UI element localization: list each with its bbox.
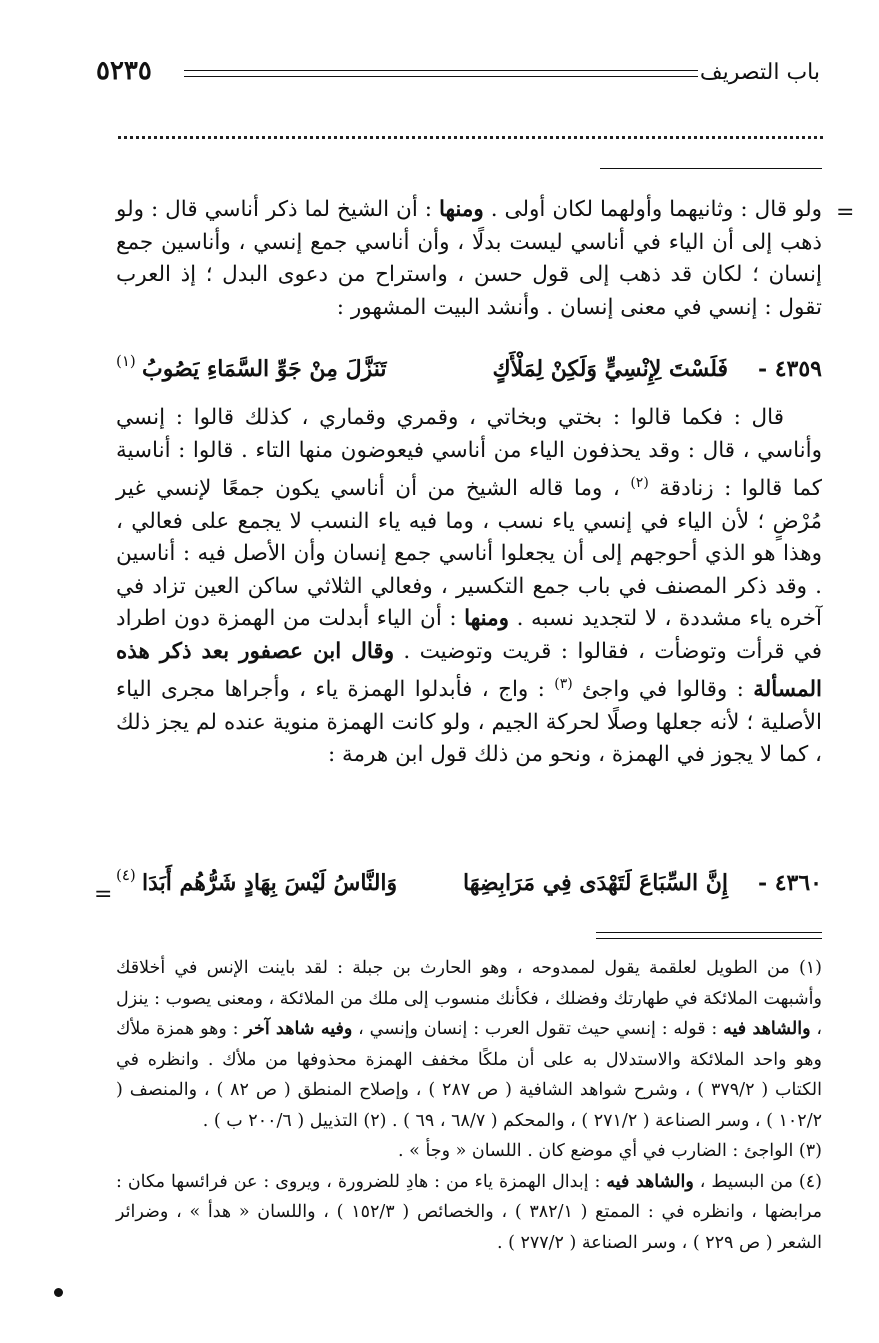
verse-hemistich-1: إِنَّ السِّبَاعَ لَتَهْدَى فِي مَرَابِضِهَا [463, 870, 728, 896]
text-run: (٤) من البسيط ، [693, 1171, 822, 1192]
text-run: : وقالوا في واجئ [572, 677, 754, 703]
running-header [96, 56, 820, 96]
dotted-separator [118, 130, 823, 142]
header-rule [184, 76, 698, 77]
text-run: قال : فكما قالوا : بختي وبخاتي ، وقمري وقماري ، كذلك قالوا : إنسي وأناسي ، قال : وقد يحذفون الياء من أناسي فيعوضون منها التاء . قالوا : أناسية كما قالوا : زنادقة [116, 405, 822, 502]
chapter-title: باب التصريف [699, 60, 820, 85]
verse-number: ٤٣٥٩ - [757, 356, 822, 382]
continuation-mark: = [836, 200, 855, 225]
verse-4359 [116, 352, 822, 396]
footnote-ref: (١) [116, 352, 136, 370]
footnote-ref: (٤) [116, 866, 136, 884]
text-run: : قوله : إنسي حيث تقول العرب : إنسان وإنسي ، [352, 1019, 724, 1039]
bold-keyword: والشاهد فيه [606, 1171, 694, 1192]
continuation-mark: = [94, 882, 113, 907]
text-run: ولو قال : وثانيهما وأولهما لكان أولى . [483, 197, 823, 222]
footnote-1 [116, 953, 822, 1136]
print-dot [54, 1288, 63, 1297]
footnote-4 [116, 1167, 822, 1259]
section-rule [600, 168, 822, 169]
verse-number: ٤٣٦٠ - [757, 870, 822, 896]
bold-keyword: وفيه شاهد آخر [244, 1019, 353, 1039]
footnote-rule [596, 932, 822, 933]
text-run: : أن الشيخ لما ذكر أناسي قال : ولو ذهب إلى أن الياء في أناسي ليست بدلًا ، وأن أناسي جمع إنسي ، وأناسين جمع إنسان ؛ لكان قد ذهب إلى قول حسن ، واستراح من دعوى البدل ؛ إذ العرب تقول : إنسي في معنى إنسان . وأنشد البيت المشهور : [116, 197, 822, 320]
text-run: (١) من الطويل لعلقمة يقول لممدوحه ، وهو الحارث بن جبلة : لقد باينت الإنس في أخلاقك وأشبهت الملائكة في طهارتك وفضلك ، فكأنك منسوب إلى ملك من الملائكة ، ومعنى يصوب : ينزل ، [116, 958, 823, 1039]
text-run: : أن الياء أبدلت من الهمزة دون اطراد في قرأت وتوضأت ، فقالوا : قريت وتوضيت . [116, 606, 822, 664]
text-run: : وهو همزة ملأك وهو واحد الملائكة والاستدلال به على أن ملكًا مخفف الهمزة محذوفها من ملأك . وانظره في الكتاب ( ٣٧٩/٢ ) ، وشرح شواهد الشافية ( ص ٢٨٧ ) ، وإصلاح المنطق ( ص ٨٢ ) ، والمنصف ( ١٠٢/٢ ) ، وسر الصناعة ( ٢٧١/٢ ) ، والمحكم ( ٦٨/٧ ، ٦٩ ) . (٢) التذييل ( ٢٠٠/٦ ب ) . [116, 1019, 822, 1131]
header-rule [184, 70, 698, 71]
text-run: : إبدال الهمزة ياء من : هادِ للضرورة ، ويروى : عن فرائسها مكان : مرابضها ، وانظره في : الممتع ( ٣٨٢/١ ) ، والخصائص ( ١٥٢/٣ ) ، واللسان « هدأ » ، وضرائر الشعر ( ص ٢٢٩ ) ، وسر الصناعة ( ٢٧٧/٢ ) . [116, 1171, 822, 1253]
bold-keyword: ومنها [438, 197, 484, 222]
verse-hemistich-2: وَالنَّاسُ لَيْسَ بِهَادٍ شَرُّهُم أَبَدَا [142, 870, 398, 896]
footnote-ref: (٣) [554, 676, 573, 693]
verse-4360 [116, 866, 822, 910]
bold-keyword: والشاهد فيه [723, 1019, 811, 1039]
bold-keyword: وقال ابن عصفور بعد ذكر هذه المسألة [116, 638, 822, 703]
text-run: : واج ، فأبدلوا الهمزة ياء ، وأجراها مجرى الياء الأصلية ؛ لأنه جعلها وصلًا لحركة الجيم ، ولو كانت الهمزة منوية عنده لم يجز ذلك ، كما لا يجوز في الهمزة ، ونحو من ذلك قول ابن هرمة : [116, 677, 822, 768]
footnote-3: (٣) الواجئ : الضارب في أي موضع كان . اللسان « وجأ » . [398, 1141, 822, 1161]
footnotes [116, 953, 822, 1258]
footnote-rule [596, 938, 822, 939]
paragraph-2 [116, 402, 822, 772]
text-run: ، وما قاله الشيخ من أن أناسي يكون جمعًا لإنسي غير مُرْضٍ ؛ لأن الياء في إنسي ياء نسب ، وما فيه ياء النسب لا يجمع على فعالي ، وهذا هو الذي أحوجهم إلى أن يجعلوا أناسي جمع إنسان وأن الأصل فيه : أناسين . وقد ذكر المصنف في باب جمع التكسير ، وفعالي الثلاثي ساكن العين تزاد في آخره ياء مشددة ، لا لتجديد نسبه . [116, 476, 823, 632]
verse-hemistich-1: فَلَسْتَ لِإِنْسِيٍّ وَلَكِنْ لِمَلْأَكٍ [492, 356, 728, 382]
page-number: ٥٢٣٥ [96, 56, 152, 86]
bold-keyword: ومنها [464, 606, 510, 632]
paragraph-1 [116, 194, 822, 324]
verse-hemistich-2: تَنَزَّلَ مِنْ جَوِّ السَّمَاءِ يَصُوبُ [142, 356, 387, 382]
footnote-ref: (٢) [630, 475, 649, 491]
